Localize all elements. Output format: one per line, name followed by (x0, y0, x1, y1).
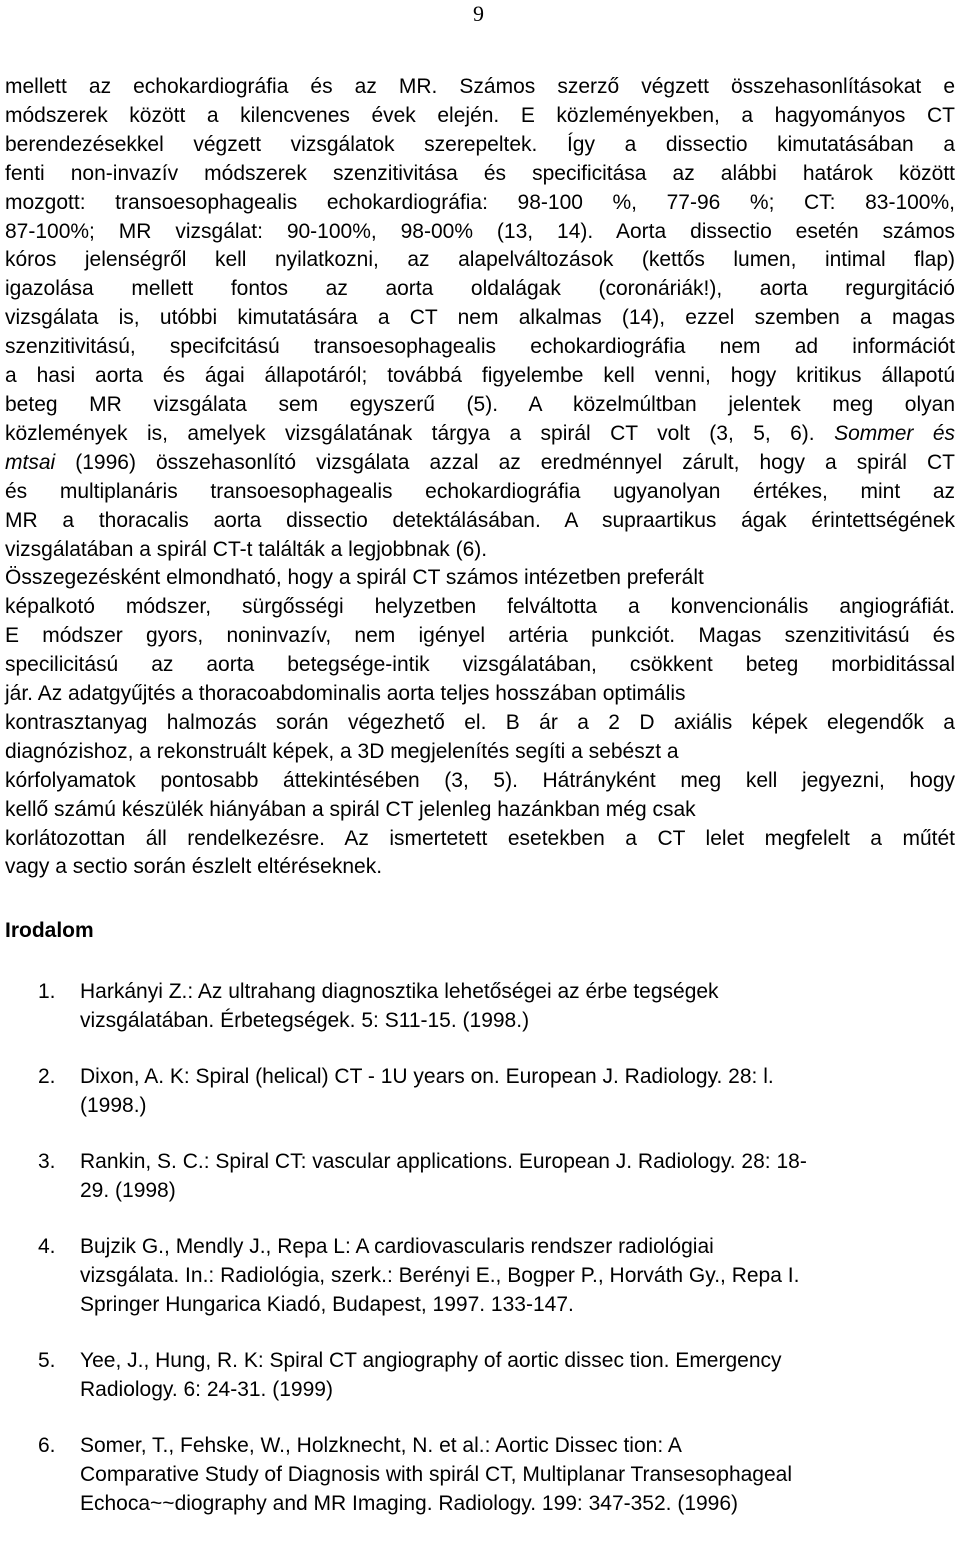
text-line (5, 564, 955, 593)
text-span: szenzitivitású, specifcitású transoesophagealis echokardiográfia nem ad információt (5, 335, 955, 359)
text-line (5, 449, 955, 478)
reference-text-line: Comparative Study of Diagnosis with spirál CT, Multiplanar Transesophageal (80, 1463, 793, 1486)
text-line (5, 507, 955, 536)
text-span: igazolása mellett fontos az aorta oldalágak (coronáriák!), aorta regurgitáció (5, 277, 955, 301)
text-line (5, 651, 955, 680)
text-span: jár. Az adatgyűjtés a thoracoabdominalis aorta teljes hosszában optimális (5, 682, 686, 706)
text-span: mozgott: transoesophagealis echokardiográfia: 98-100 %, 77-96 %; CT: 83-100%, (5, 190, 955, 214)
text-line (5, 420, 955, 449)
text-line (5, 622, 955, 651)
text-span: vizsgálata is, utóbbi kimutatására a CT nem alkalmas (14), ezzel szemben a magas (5, 306, 955, 330)
reference-text-line: Rankin, S. C.: Spiral CT: vascular applications. European J. Radiology. 28: 18- (80, 1150, 807, 1173)
author-name-italic: mtsai (5, 450, 56, 474)
reference-item (0, 1232, 950, 1319)
reference-text-line: Dixon, A. K: Spiral (helical) CT - 1U years on. European J. Radiology. 28: l. (80, 1065, 774, 1088)
text-span: és multiplanáris transoesophagealis echokardiográfia ugyanolyan értékes, mint az (5, 479, 955, 503)
text-span: képalkotó módszer, sürgősségi helyzetben felváltotta a konvencionális angiográfiát. (5, 595, 955, 619)
reference-text-line: Bujzik G., Mendly J., Repa L: A cardiovascularis rendszer radiológiai (80, 1235, 714, 1258)
reference-text-line: Harkányi Z.: Az ultrahang diagnosztika lehetőségei az érbe tegségek (80, 980, 719, 1003)
text-span: kórfolyamatok pontosabb áttekintésében (3, 5). Hátrányként meg kell jegyezni, hogy (5, 768, 955, 792)
reference-text-line: Springer Hungarica Kiadó, Budapest, 1997. 133-147. (80, 1293, 574, 1316)
text-span: módszerek között a kilencvenes évek elején. E közleményekben, a hagyományos CT (5, 103, 955, 127)
text-line (5, 680, 955, 709)
text-span: vagy a sectio során észlelt eltéréseknek. (5, 855, 383, 879)
body-text (5, 73, 955, 882)
text-line (5, 246, 955, 275)
text-span: Összegezésként elmondható, hogy a spirál CT számos intézetben preferált (5, 566, 704, 590)
text-line (5, 391, 955, 420)
text-span: (1996) összehasonlító vizsgálata azzal az eredménnyel zárult, hogy a spirál CT (55, 450, 955, 474)
reference-text-line: (1998.) (80, 1094, 147, 1117)
text-line (5, 73, 955, 102)
reference-number: 2. (38, 1065, 56, 1088)
text-line (5, 478, 955, 507)
reference-number: 5. (38, 1349, 56, 1372)
reference-item (0, 977, 950, 1035)
reference-text-line: Radiology. 6: 24-31. (1999) (80, 1378, 333, 1401)
text-span: kóros jelenségről kell nyilatkozni, az alapelváltozások (kettős lumen, intimal flap) (5, 248, 955, 272)
reference-text-line: vizsgálata. In.: Radiológia, szerk.: Berényi E., Bogper P., Horváth Gy., Repa I. (80, 1264, 800, 1287)
text-span: beteg MR vizsgálata sem egyszerű (5). A közelmúltban jelentek meg olyan (5, 392, 955, 416)
text-line (5, 362, 955, 391)
reference-number: 6. (38, 1434, 56, 1457)
text-span: diagnózishoz, a rekonstruált képek, a 3D megjelenítés segíti a sebészt a (5, 739, 679, 763)
text-line (5, 709, 955, 738)
text-line (5, 102, 955, 131)
text-line (5, 853, 955, 882)
text-span: 87-100%; MR vizsgálat: 90-100%, 98-00% (13, 14). Aorta dissectio esetén számos (5, 219, 955, 243)
text-line (5, 304, 955, 333)
text-span: kellő számú készülék hiányában a spirál CT jelenleg hazánkban még csak (5, 797, 696, 821)
text-span: fenti non-invazív módszerek szenzitivitása és specificitása az alábbi határok között (5, 161, 955, 185)
text-span: specilicitású az aorta betegsége-intik vizsgálatában, csökkent beteg morbiditással (5, 653, 955, 677)
text-line (5, 333, 955, 362)
text-span: berendezésekkel végzett vizsgálatok szerepeltek. Így a dissectio kimutatásában a (5, 132, 955, 156)
reference-item (0, 1431, 950, 1518)
section-heading: Irodalom (5, 919, 94, 942)
text-line (5, 275, 955, 304)
page-number: 9 (473, 1, 484, 26)
reference-text-line: vizsgálatában. Érbetegségek. 5: S11-15. (1998.) (80, 1009, 530, 1032)
reference-text-line: Somer, T., Fehske, W., Holzknecht, N. et al.: Aortic Dissec tion: A (80, 1434, 682, 1457)
text-span: MR a thoracalis aorta dissectio detektálásában. A supraartikus ágak érintettségének (5, 508, 955, 532)
text-line (5, 825, 955, 854)
text-line (5, 593, 955, 622)
text-line (5, 767, 955, 796)
text-line (5, 738, 955, 767)
text-span: mellett az echokardiográfia és az MR. Számos szerző végzett összehasonlításokat e (5, 75, 955, 98)
reference-text-line: 29. (1998) (80, 1179, 176, 1202)
reference-text-line: Yee, J., Hung, R. K: Spiral CT angiography of aortic dissec tion. Emergency (80, 1349, 782, 1372)
reference-item (0, 1346, 950, 1404)
reference-item (0, 1147, 950, 1205)
text-span: a hasi aorta és ágai állapotáról; továbbá figyelembe kell venni, hogy kritikus állapotú (5, 364, 955, 388)
reference-number: 1. (38, 980, 56, 1003)
text-line (5, 536, 955, 565)
text-span: közlemények is, amelyek vizsgálatának tárgya a spirál CT volt (3, 5, 6). (5, 421, 835, 445)
text-span: kontrasztanyag halmozás során végezhető el. B ár a 2 D axiális képek elegendők a (5, 710, 955, 734)
text-line (5, 131, 955, 160)
text-line (5, 189, 955, 218)
reference-list (0, 977, 960, 1545)
text-span: vizsgálatában a spirál CT-t találták a legjobbnak (6). (5, 537, 488, 561)
author-name-italic: Sommer és (834, 421, 956, 445)
reference-text-line: Echoca~~diography and MR Imaging. Radiology. 199: 347-352. (1996) (80, 1492, 739, 1515)
reference-item (0, 1062, 950, 1120)
text-span: E módszer gyors, noninvazív, nem igényel artéria punkciót. Magas szenzitivitású és (5, 624, 955, 648)
text-line (5, 160, 955, 189)
reference-number: 4. (38, 1235, 56, 1258)
text-line (5, 218, 955, 247)
text-line (5, 796, 955, 825)
text-span: korlátozottan áll rendelkezésre. Az ismertetett esetekben a CT lelet megfelelt a műtét (5, 826, 955, 850)
reference-number: 3. (38, 1150, 56, 1173)
